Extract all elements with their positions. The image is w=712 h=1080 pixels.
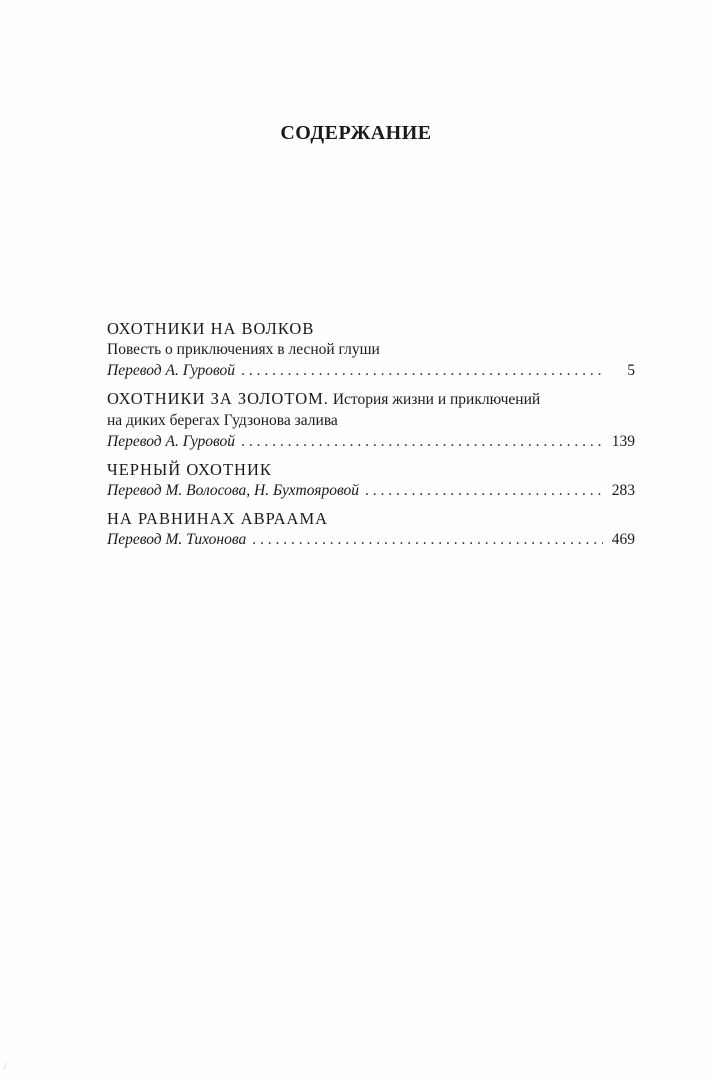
toc-entry-subtitle: на диких берегах Гудзонова залива — [107, 412, 338, 429]
toc-entry-page-number: 139 — [611, 433, 635, 450]
toc-entry-leader-line[interactable] — [107, 480, 635, 501]
dot-leader — [365, 480, 603, 501]
dot-leader — [252, 529, 603, 550]
toc-entry-leader-line[interactable] — [107, 431, 635, 452]
table-of-contents — [107, 318, 635, 557]
toc-entry — [107, 318, 635, 381]
toc-entry — [107, 388, 635, 452]
toc-entry-title-caps: ОХОТНИКИ НА ВОЛКОВ — [107, 319, 315, 338]
toc-entry-translator: Перевод М. Волосова, Н. Бухтояровой — [107, 482, 359, 499]
toc-entry — [107, 459, 635, 501]
toc-entry-page-number: 283 — [611, 482, 635, 499]
page-title: СОДЕРЖАНИЕ — [280, 122, 432, 144]
corner-mark-icon: / — [4, 1062, 8, 1072]
toc-entry-page-number: 469 — [611, 531, 635, 548]
toc-entry-title-caps: ЧЕРНЫЙ ОХОТНИК — [107, 460, 272, 479]
toc-entry-title-caps: ОХОТНИКИ ЗА ЗОЛОТОМ. — [107, 389, 329, 408]
toc-entry-title — [107, 459, 635, 480]
dot-leader — [241, 431, 603, 452]
toc-entry-translator: Перевод М. Тихонова — [107, 531, 247, 548]
toc-entry-leader-line[interactable] — [107, 360, 635, 381]
dot-leader — [241, 360, 603, 381]
toc-entry-translator: Перевод А. Гуровой — [107, 433, 236, 450]
toc-entry-title — [107, 388, 635, 410]
toc-entry-page-number: 5 — [627, 362, 635, 379]
toc-entry-title — [107, 318, 635, 339]
toc-entry-subtitle: Повесть о приключениях в лесной глуши — [107, 341, 380, 358]
toc-entry-title — [107, 508, 635, 529]
toc-entry-translator: Перевод А. Гуровой — [107, 362, 236, 379]
toc-entry — [107, 508, 635, 550]
toc-entry-title-rest: История жизни и приключений — [328, 391, 541, 408]
toc-entry-title-caps: НА РАВНИНАХ АВРААМА — [107, 509, 329, 528]
toc-entry-leader-line[interactable] — [107, 529, 635, 550]
